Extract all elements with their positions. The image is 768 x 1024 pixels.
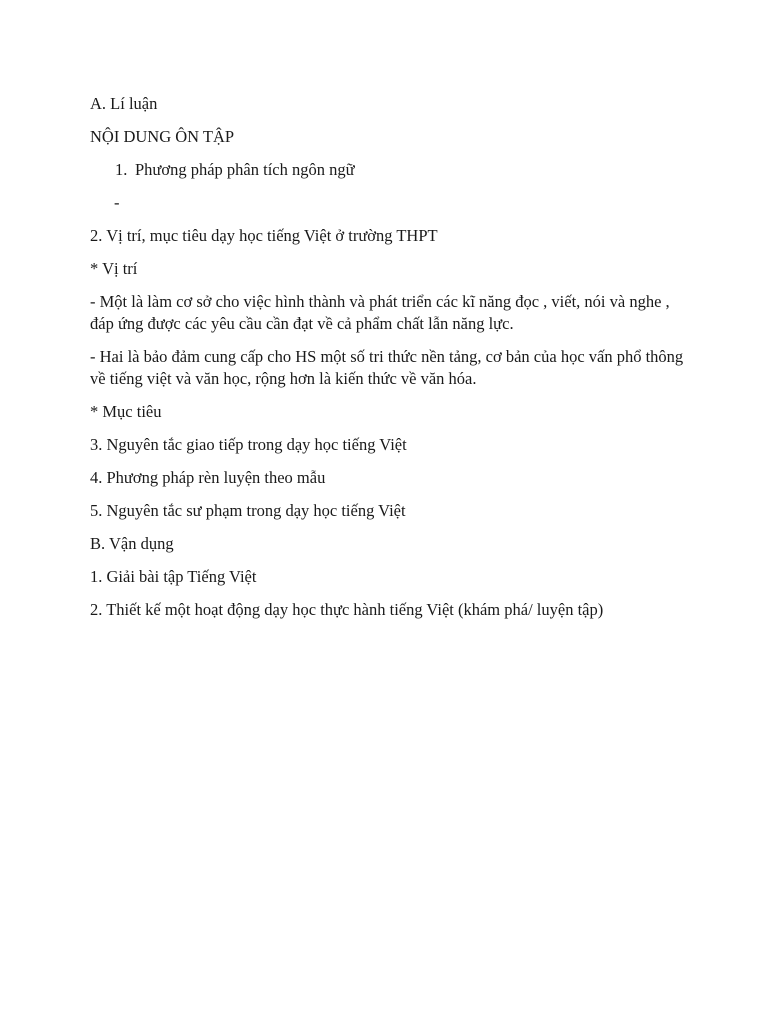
- item-3: 3. Nguyên tắc giao tiếp trong dạy học tiếng Việt: [90, 435, 407, 454]
- list-item-1: [115, 159, 690, 181]
- b-item-1: 1. Giải bài tập Tiếng Việt: [90, 567, 257, 586]
- item-2: 2. Vị trí, mục tiêu dạy học tiếng Việt ở trường THPT: [90, 226, 438, 245]
- section-b-heading: B. Vận dụng: [90, 534, 174, 553]
- list-item-1-number: 1.: [115, 160, 128, 179]
- document-body: [90, 93, 690, 632]
- item-4: 4. Phương pháp rèn luyện theo mẫu: [90, 468, 326, 487]
- review-content-heading: NỘI DUNG ÔN TẬP: [90, 127, 235, 146]
- section-a-heading: A. Lí luận: [90, 94, 158, 113]
- position-paragraph-1: - Một là làm cơ sở cho việc hình thành và phát triển các kĩ năng đọc , viết, nói và nghe , đáp ứng được các yêu cầu cần đạt về cả phẩm chất lẫn năng lực.: [90, 292, 670, 333]
- position-paragraph-2: - Hai là bảo đảm cung cấp cho HS một số tri thức nền tảng, cơ bản của học vấn phổ thông về tiếng việt và văn học, rộng hơn là kiến thức về văn hóa.: [90, 347, 684, 388]
- list-item-1-text: Phương pháp phân tích ngôn ngữ: [135, 160, 355, 179]
- objective-heading: * Mục tiêu: [90, 402, 162, 421]
- b-item-2: 2. Thiết kế một hoạt động dạy học thực hành tiếng Việt (khám phá/ luyện tập): [90, 600, 604, 619]
- dash-line: -: [114, 193, 120, 212]
- position-heading: * Vị trí: [90, 259, 138, 278]
- item-5: 5. Nguyên tắc sư phạm trong dạy học tiếng Việt: [90, 501, 406, 520]
